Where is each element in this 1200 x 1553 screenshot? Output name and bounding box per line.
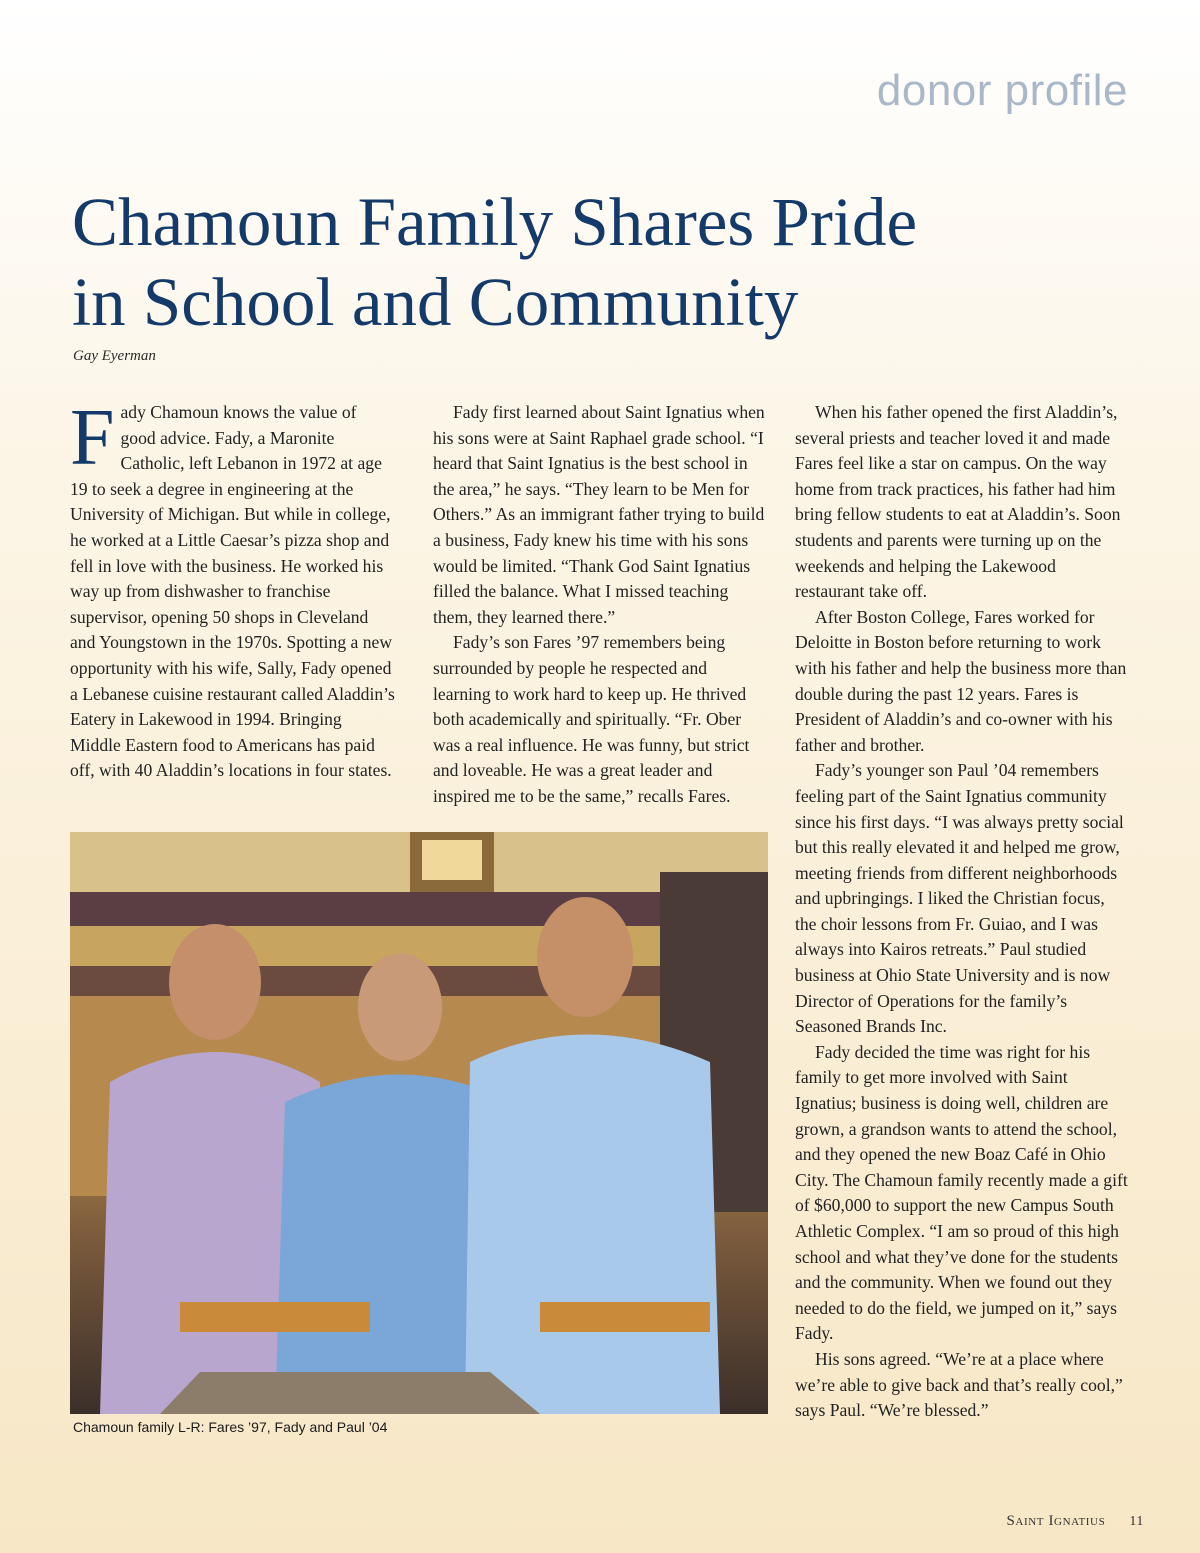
family-photo	[70, 832, 768, 1414]
headline-line-1: Chamoun Family Shares Pride	[72, 184, 918, 260]
paragraph: His sons agreed. “We’re at a place where we’re able to give back and that’s really cool,” says Paul. “We’re blessed.”	[795, 1348, 1123, 1421]
headline-line-2: in School and Community	[72, 264, 799, 340]
paragraph: Fady’s son Fares ’97 remembers being surrounded by people he respected and learning to work hard to keep up. He thrived both academically and spiritually. “Fr. Ober was a real influence. He was funny, but strict and loveable. He was a great leader and inspired me to be the same,” recalls Fares.	[433, 632, 750, 806]
article-column-3	[795, 400, 1129, 1424]
section-label: donor profile	[876, 66, 1128, 115]
paragraph: When his father opened the first Aladdin’s, several priests and teacher loved it and made Fares feel like a star on campus. On the way home from track practices, his father had him bring fellow students to eat at Aladdin’s. Soon students and parents were turning up on the weekends and helping the Lakewood restaurant take off.	[795, 402, 1121, 602]
paragraph: Fady decided the time was right for his family to get more involved with Saint Ignatius; business is doing well, children are grown, a grandson wants to attend the school, and they opened the new Boaz Café in Ohio City. The Chamoun family recently made a gift of $60,000 to support the new Campus South Athletic Complex. “I am so proud of this high school and what they’ve done for the students and the community. When we found out they needed to do the field, we jumped on it,” says Fady.	[795, 1041, 1128, 1344]
article-headline	[72, 182, 1132, 342]
paragraph: Fady first learned about Saint Ignatius when his sons were at Saint Raphael grade school. “I heard that Saint Ignatius is the best school in the area,” he says. “They learn to be Men for Others.” As an immigrant father trying to build a business, Fady knew his time with his sons would be limited. “Thank God Saint Ignatius filled the balance. What I missed teaching them, they learned there.”	[433, 402, 765, 627]
paragraph: Fady’s younger son Paul ’04 remembers feeling part of the Saint Ignatius community since his first days. “I was always pretty social but this really elevated it and helped me grow, meeting friends from different neighborhoods and upbringings. I liked the Christian focus, the choir lessons from Fr. Guiao, and I was always into Kairos retreats.” Paul studied business at Ohio State University and is now Director of Operations for the family’s Seasoned Brands Inc.	[795, 760, 1124, 1037]
article-column-2	[433, 400, 767, 810]
page-number: 11	[1129, 1514, 1144, 1529]
page-footer	[1006, 1513, 1144, 1530]
photo-caption: Chamoun family L-R: Fares ’97, Fady and Paul ’04	[73, 1419, 388, 1435]
publication-name: Saint Ignatius	[1006, 1513, 1106, 1529]
article-column-1	[70, 394, 396, 784]
paragraph: After Boston College, Fares worked for Deloitte in Boston before returning to work with his father and help the business more than double during the past 12 years. Fares is President of Aladdin’s and co-owner with his father and brother.	[795, 606, 1127, 755]
paragraph	[70, 394, 396, 784]
paragraph-text: ady Chamoun knows the value of good advice. Fady, a Maronite Catholic, left Lebanon in 1972 at age 19 to seek a degree in engineering at the University of Michigan. But while in college, he worked at a Little Caesar’s pizza shop and fell in love with the business. He worked his way up from dishwasher to franchise supervisor, opening 50 shops in Cleveland and Youngstown in the 1970s. Spotting a new opportunity with his wife, Sally, Fady opened a Lebanese cuisine restaurant called Aladdin’s Eatery in Lakewood in 1994. Bringing Middle Eastern food to Americans has paid off, with 40 Aladdin’s locations in four states.	[70, 402, 395, 781]
drop-cap: F	[70, 394, 115, 482]
byline: Gay Eyerman	[73, 348, 156, 364]
